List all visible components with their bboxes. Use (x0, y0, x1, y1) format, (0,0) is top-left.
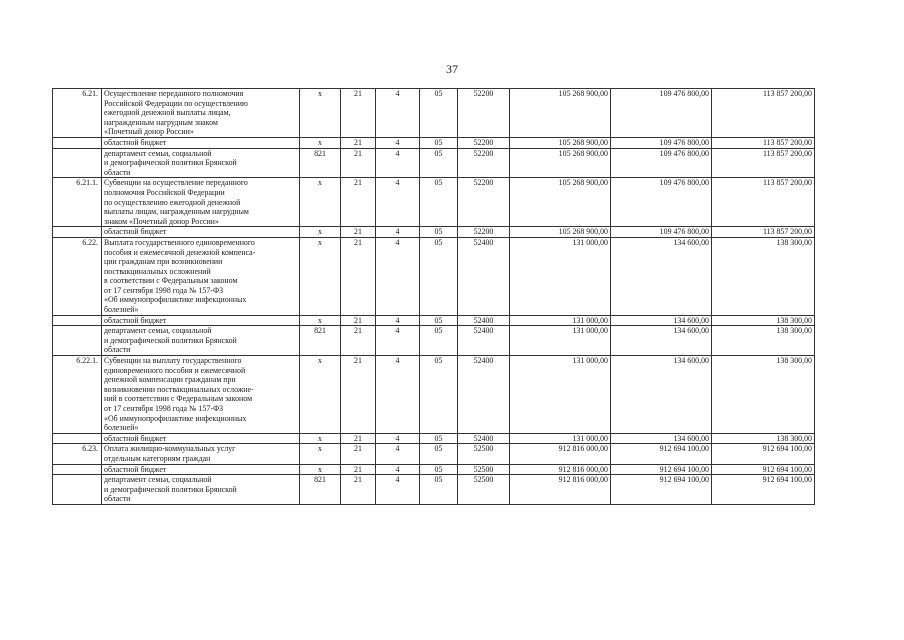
row-name (102, 444, 300, 464)
row-name-line: Субвенции на осуществление переданного (104, 178, 248, 188)
code-cell: 52400 (458, 326, 510, 356)
row-name-line: и демографической политики Брянской (104, 335, 237, 345)
row-name (102, 464, 300, 475)
row-name-line: Оплата жилищно-коммунальных услуг (104, 444, 236, 454)
amount-cell: 138 300,00 (712, 356, 815, 434)
code-cell: 4 (376, 137, 420, 148)
budget-table (52, 88, 815, 505)
amount-cell: 113 857 200,00 (712, 148, 815, 178)
code-cell: 4 (376, 433, 420, 444)
code-cell: 4 (376, 148, 420, 178)
row-name (102, 89, 300, 138)
code-cell: 821 (300, 475, 341, 505)
code-cell: 05 (420, 148, 458, 178)
code-cell: x (300, 178, 341, 227)
code-cell: 05 (420, 137, 458, 148)
code-cell: 05 (420, 326, 458, 356)
page-number: 37 (446, 62, 458, 76)
row-name-line: департамент семьи, социальной (104, 148, 212, 158)
row-name (102, 433, 300, 444)
row-name (102, 227, 300, 238)
row-name-line: областной бюджет (104, 433, 167, 443)
row-number (53, 137, 102, 148)
code-cell: 4 (376, 227, 420, 238)
amount-cell: 131 000,00 (510, 315, 611, 326)
code-cell: 52400 (458, 356, 510, 434)
row-name-line: ции гражданам при возникновении (104, 257, 223, 267)
table-row (53, 89, 815, 138)
code-cell: 21 (341, 178, 376, 227)
code-cell: 4 (376, 315, 420, 326)
table-row (53, 178, 815, 227)
amount-cell: 113 857 200,00 (712, 137, 815, 148)
row-number (53, 148, 102, 178)
row-name-line: поствакцинальных осложнений (104, 266, 211, 276)
row-name-line: в соответствии с Федеральным законом (104, 276, 238, 286)
code-cell: 4 (376, 237, 420, 315)
amount-cell: 912 694 100,00 (611, 464, 712, 475)
row-name (102, 237, 300, 315)
row-name (102, 178, 300, 227)
code-cell: 21 (341, 444, 376, 464)
row-name-line: единовременного пособия и ежемесячной (104, 365, 246, 375)
amount-cell: 134 600,00 (611, 237, 712, 315)
amount-cell: 912 694 100,00 (611, 444, 712, 464)
row-number: 6.23. (53, 444, 102, 464)
row-name-line: Выплата государственного единовременного (104, 237, 255, 247)
table-row (53, 464, 815, 475)
code-cell: 4 (376, 356, 420, 434)
row-name-line: ежегодной денежной выплаты лицам, (104, 108, 231, 118)
code-cell: x (300, 137, 341, 148)
amount-cell: 134 600,00 (611, 315, 712, 326)
amount-cell: 131 000,00 (510, 356, 611, 434)
row-number (53, 315, 102, 326)
row-name-line: области (104, 345, 131, 355)
amount-cell: 912 694 100,00 (712, 475, 815, 505)
code-cell: 21 (341, 315, 376, 326)
code-cell: 05 (420, 227, 458, 238)
row-name-line: областной бюджет (104, 137, 167, 147)
code-cell: x (300, 227, 341, 238)
code-cell: x (300, 464, 341, 475)
code-cell: 21 (341, 237, 376, 315)
amount-cell: 105 268 900,00 (510, 227, 611, 238)
row-name-line: области (104, 494, 131, 504)
amount-cell: 109 476 800,00 (611, 148, 712, 178)
table-row (53, 475, 815, 505)
amount-cell: 131 000,00 (510, 237, 611, 315)
code-cell: 21 (341, 326, 376, 356)
table-row (53, 227, 815, 238)
row-name-line: областной бюджет (104, 464, 167, 474)
table-row (53, 315, 815, 326)
row-name-line: областной бюджет (104, 315, 167, 325)
code-cell: 05 (420, 444, 458, 464)
row-name-line: Осуществление переданного полномочия (104, 89, 244, 98)
row-name-line: знаком «Почетный донор России» (104, 216, 219, 226)
code-cell: 21 (341, 433, 376, 444)
row-name-line: департамент семьи, социальной (104, 326, 212, 336)
amount-cell: 109 476 800,00 (611, 89, 712, 138)
row-name-line: по осуществлению ежегодной денежной (104, 197, 241, 207)
code-cell: 52200 (458, 148, 510, 178)
table-row (53, 433, 815, 444)
code-cell: x (300, 444, 341, 464)
row-name-line: от 17 сентября 1998 года № 157-ФЗ (104, 285, 224, 295)
code-cell: 821 (300, 326, 341, 356)
amount-cell: 134 600,00 (611, 433, 712, 444)
code-cell: x (300, 89, 341, 138)
amount-cell: 131 000,00 (510, 433, 611, 444)
table-row (53, 137, 815, 148)
code-cell: 21 (341, 475, 376, 505)
row-name-line: полномочия Российской Федерации (104, 187, 225, 197)
row-name-line: ний в соответствии с Федеральным законом (104, 394, 253, 404)
code-cell: 21 (341, 356, 376, 434)
code-cell: 05 (420, 237, 458, 315)
code-cell: 52400 (458, 433, 510, 444)
row-number (53, 475, 102, 505)
amount-cell: 912 694 100,00 (611, 475, 712, 505)
amount-cell: 105 268 900,00 (510, 89, 611, 138)
row-number (53, 326, 102, 356)
amount-cell: 109 476 800,00 (611, 178, 712, 227)
row-number: 6.21.1. (53, 178, 102, 227)
amount-cell: 912 816 000,00 (510, 444, 611, 464)
row-number: 6.22.1. (53, 356, 102, 434)
row-name (102, 356, 300, 434)
row-name (102, 137, 300, 148)
amount-cell: 105 268 900,00 (510, 148, 611, 178)
amount-cell: 912 694 100,00 (712, 464, 815, 475)
amount-cell: 912 694 100,00 (712, 444, 815, 464)
code-cell: 05 (420, 475, 458, 505)
row-number: 6.21. (53, 89, 102, 138)
row-name-line: «Об иммунопрофилактике инфекционных (104, 413, 247, 423)
row-name-line: и демографической политики Брянской (104, 484, 237, 494)
code-cell: 05 (420, 433, 458, 444)
amount-cell: 138 300,00 (712, 315, 815, 326)
code-cell: 52200 (458, 137, 510, 148)
code-cell: 21 (341, 148, 376, 178)
code-cell: 21 (341, 227, 376, 238)
amount-cell: 912 816 000,00 (510, 464, 611, 475)
row-number (53, 464, 102, 475)
code-cell: 4 (376, 178, 420, 227)
table-row (53, 326, 815, 356)
row-name-line: областной бюджет (104, 227, 167, 237)
row-name-line: отдельным категориям граждан (104, 453, 211, 463)
code-cell: 821 (300, 148, 341, 178)
amount-cell: 138 300,00 (712, 237, 815, 315)
code-cell: x (300, 356, 341, 434)
row-name-line: Субвенции на выплату государственного (104, 356, 242, 366)
amount-cell: 109 476 800,00 (611, 227, 712, 238)
code-cell: 52500 (458, 475, 510, 505)
code-cell: 52500 (458, 464, 510, 475)
code-cell: 4 (376, 464, 420, 475)
amount-cell: 113 857 200,00 (712, 227, 815, 238)
code-cell: 52400 (458, 237, 510, 315)
amount-cell: 113 857 200,00 (712, 178, 815, 227)
row-name-line: болезней» (104, 423, 139, 433)
row-name-line: «Почетный донор России» (104, 127, 194, 137)
table-row (53, 237, 815, 315)
amount-cell: 109 476 800,00 (611, 137, 712, 148)
row-number (53, 433, 102, 444)
code-cell: x (300, 237, 341, 315)
code-cell: 05 (420, 356, 458, 434)
code-cell: 05 (420, 464, 458, 475)
code-cell: 21 (341, 89, 376, 138)
amount-cell: 131 000,00 (510, 326, 611, 356)
code-cell: x (300, 433, 341, 444)
amount-cell: 138 300,00 (712, 433, 815, 444)
amount-cell: 105 268 900,00 (510, 137, 611, 148)
row-name-line: от 17 сентября 1998 года № 157-ФЗ (104, 404, 224, 413)
table-body (53, 89, 815, 505)
row-name-line: пособия и ежемесячной денежной компенса- (104, 247, 256, 257)
amount-cell: 105 268 900,00 (510, 178, 611, 227)
row-number: 6.22. (53, 237, 102, 315)
row-name (102, 326, 300, 356)
row-name-line: болезней» (104, 305, 139, 315)
row-name-line: Российской Федерации по осуществлению (104, 98, 248, 108)
amount-cell: 138 300,00 (712, 326, 815, 356)
code-cell: 52400 (458, 315, 510, 326)
code-cell: 05 (420, 315, 458, 326)
amount-cell: 113 857 200,00 (712, 89, 815, 138)
code-cell: 05 (420, 89, 458, 138)
amount-cell: 912 816 000,00 (510, 475, 611, 505)
code-cell: x (300, 315, 341, 326)
code-cell: 52200 (458, 89, 510, 138)
row-name (102, 315, 300, 326)
row-name-line: возникновении поствакцинальных осложне- (104, 384, 254, 394)
code-cell: 4 (376, 444, 420, 464)
code-cell: 4 (376, 475, 420, 505)
code-cell: 4 (376, 326, 420, 356)
row-name-line: награжденным нагрудным знаком (104, 117, 218, 127)
amount-cell: 134 600,00 (611, 356, 712, 434)
row-name-line: и демографической политики Брянской (104, 158, 237, 168)
code-cell: 21 (341, 137, 376, 148)
table-row (53, 148, 815, 178)
row-number (53, 227, 102, 238)
table-row (53, 356, 815, 434)
row-name-line: выплаты лицам, награжденным нагрудным (104, 207, 249, 217)
row-name (102, 475, 300, 505)
table-row (53, 444, 815, 464)
amount-cell: 134 600,00 (611, 326, 712, 356)
row-name-line: области (104, 167, 131, 177)
code-cell: 4 (376, 89, 420, 138)
code-cell: 05 (420, 178, 458, 227)
code-cell: 52500 (458, 444, 510, 464)
code-cell: 52200 (458, 178, 510, 227)
code-cell: 52200 (458, 227, 510, 238)
row-name-line: департамент семьи, социальной (104, 475, 212, 485)
row-name-line: денежной компенсации гражданам при (104, 375, 236, 385)
row-name-line: «Об иммунопрофилактике инфекционных (104, 295, 247, 305)
row-name (102, 148, 300, 178)
code-cell: 21 (341, 464, 376, 475)
